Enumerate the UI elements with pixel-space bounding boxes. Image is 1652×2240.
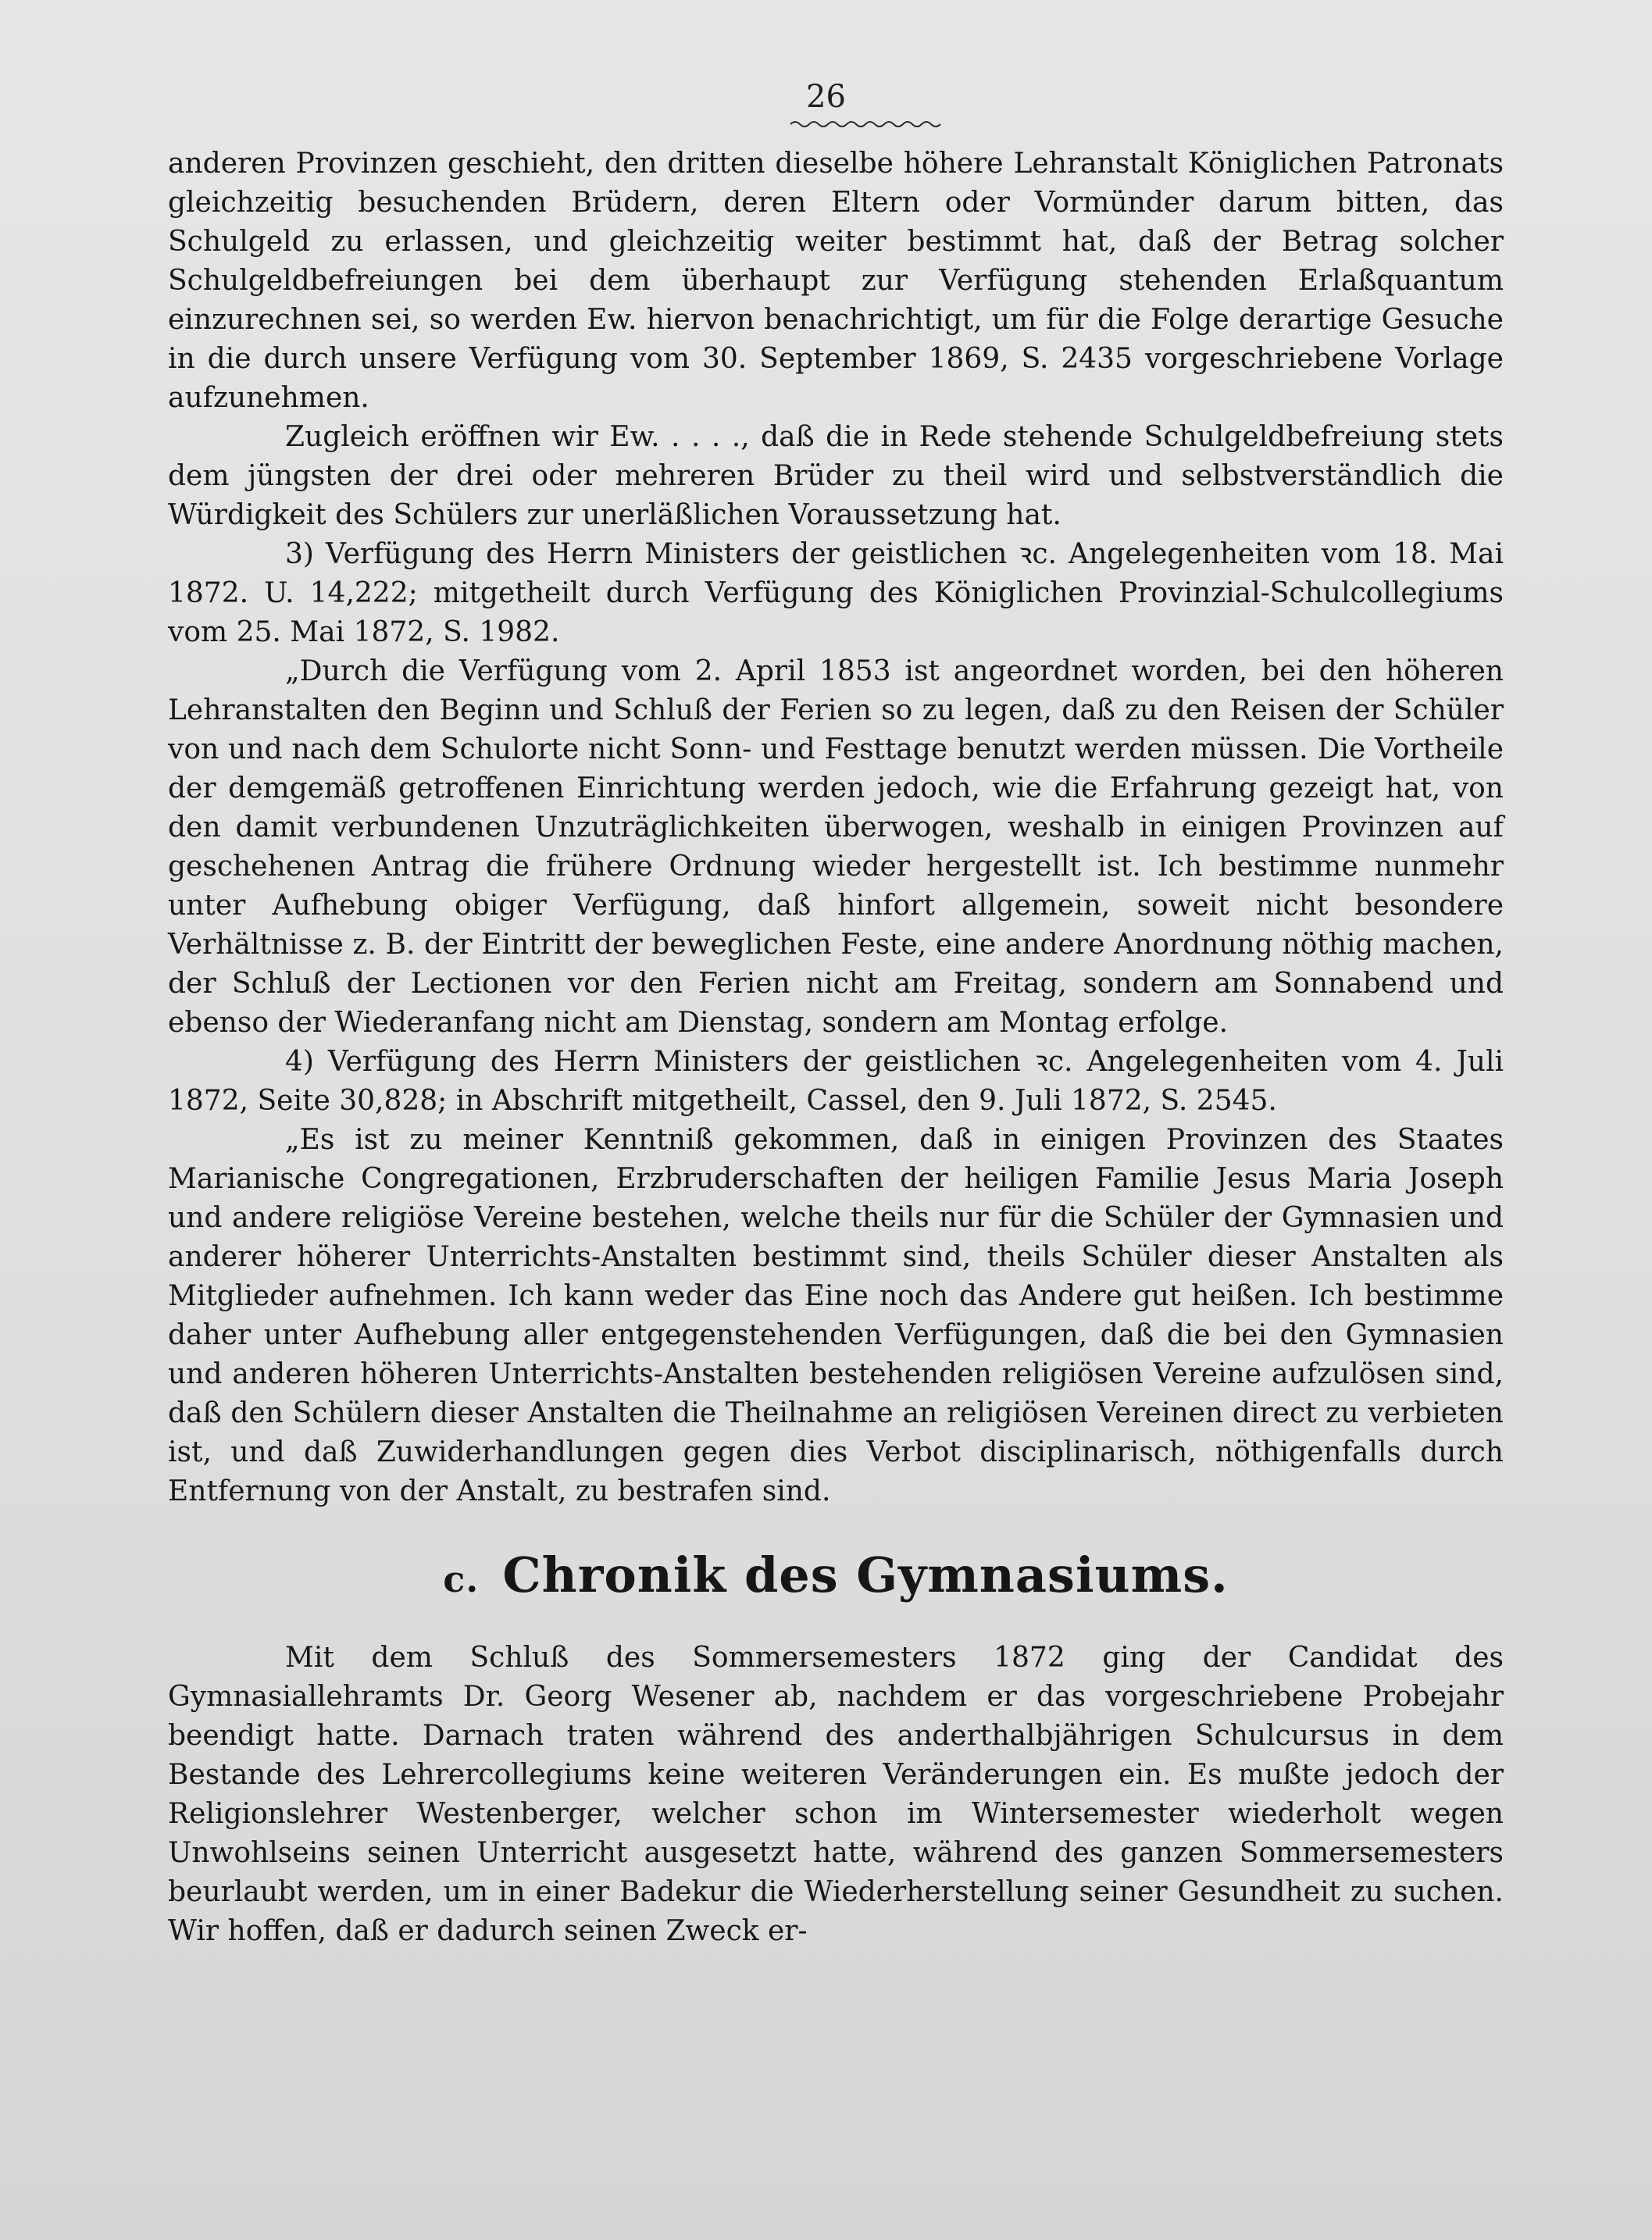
page-number: 26: [806, 79, 846, 115]
section-title: Chronik des Gymnasiums.: [502, 1546, 1229, 1603]
page-number-ornament: [789, 119, 945, 130]
body-text: [168, 144, 1504, 1951]
paragraph-decree-3: 3) Verfügung des Herrn Ministers der geistlichen ꝛc. Angelegenheiten vom 18. Mai 1872. U. 14,222; mitgetheilt durch Verfügung des Königlichen Provinzial-Schulcollegiums vom 25. Mai 1872, S. 1982.: [168, 538, 1504, 648]
quote-religious-associations: „Es ist zu meiner Kenntniß gekommen, daß in einigen Provinzen des Staates Marianische Congregationen, Erzbruderschaften der heiligen Familie Jesus Maria Joseph und andere religiöse Vereine bestehen, welche theils nur für die Schüler der Gymnasien und anderer höherer Unterrichts-Anstalten bestimmt sind, theils Schüler dieser Anstalten als Mitglieder aufnehmen. Ich kann weder das Eine noch das Andere gut heißen. Ich bestimme daher unter Aufhebung aller entgegenstehenden Verfügungen, daß die bei den Gymnasien und anderen höheren Unterrichts-Anstalten bestehenden religiösen Vereine aufzulösen sind, daß den Schülern dieser Anstalten die Theilnahme an religiösen Vereinen direct zu verbieten ist, und daß Zuwiderhandlungen gegen dies Verbot disciplinarisch, nöthigenfalls durch Entfernung von der Anstalt, zu bestrafen sind.: [168, 1124, 1504, 1507]
paragraph-decree-4: 4) Verfügung des Herrn Ministers der geistlichen ꝛc. Angelegenheiten vom 4. Juli 1872, Seite 30,828; in Abschrift mitgetheilt, Cassel, den 9. Juli 1872, S. 2545.: [168, 1046, 1504, 1117]
paragraph-fee-exemption: Zugleich eröffnen wir Ew. . . . ., daß die in Rede stehende Schulgeldbefreiung stets dem jüngsten der drei oder mehreren Brüder zu theil wird und selbstverständlich die Würdigkeit des Schülers zur unerläßlichen Voraussetzung hat.: [168, 421, 1504, 531]
section-label: c.: [443, 1558, 480, 1600]
quote-holiday-order: „Durch die Verfügung vom 2. April 1853 ist angeordnet worden, bei den höheren Lehranstalten den Beginn und Schluß der Ferien so zu legen, daß zu den Reisen der Schüler von und nach dem Schulorte nicht Sonn- und Festtage benutzt werden müssen. Die Vortheile der demgemäß getroffenen Einrichtung werden jedoch, wie die Erfahrung gezeigt hat, von den damit verbundenen Unzuträglichkeiten überwogen, weshalb in einigen Provinzen auf geschehenen Antrag die frühere Ordnung wieder hergestellt ist. Ich bestimme nunmehr unter Aufhebung obiger Verfügung, daß hinfort allgemein, soweit nicht besondere Verhältnisse z. B. der Eintritt der beweglichen Feste, eine andere Anordnung nöthig machen, der Schluß der Lectionen vor den Ferien nicht am Freitag, sondern am Sonnabend und ebenso der Wiederanfang nicht am Dienstag, sondern am Montag erfolge.: [168, 655, 1504, 1039]
paragraph-continuation: anderen Provinzen geschieht, den dritten dieselbe höhere Lehranstalt Königlichen Patronats gleichzeitig besuchenden Brüdern, deren Eltern oder Vormünder darum bitten, das Schulgeld zu erlassen, und gleichzeitig weiter bestimmt hat, daß der Betrag solcher Schulgeldbefreiungen bei dem überhaupt zur Verfügung stehenden Erlaßquantum einzurechnen sei, so werden Ew. hiervon benachrichtigt, um für die Folge derartige Gesuche in die durch unsere Verfügung vom 30. September 1869, S. 2435 vorgeschriebene Vorlage aufzunehmen.: [168, 148, 1504, 414]
paragraph-chronicle: Mit dem Schluß des Sommersemesters 1872 ging der Candidat des Gymnasiallehramts Dr. Georg Wesener ab, nachdem er das vorgeschriebene Probejahr beendigt hatte. Darnach traten während des anderthalbjährigen Schulcursus in dem Bestande des Lehrercollegiums keine weiteren Veränderungen ein. Es mußte jedoch der Religionslehrer Westenberger, welcher schon im Wintersemester wiederholt wegen Unwohlseins seinen Unterricht ausgesetzt hatte, während des ganzen Sommersemesters beurlaubt werden, um in einer Badekur die Wiederherstellung seiner Gesundheit zu suchen. Wir hoffen, daß er dadurch seinen Zweck er-: [168, 1642, 1504, 1947]
section-heading: [168, 1546, 1504, 1609]
